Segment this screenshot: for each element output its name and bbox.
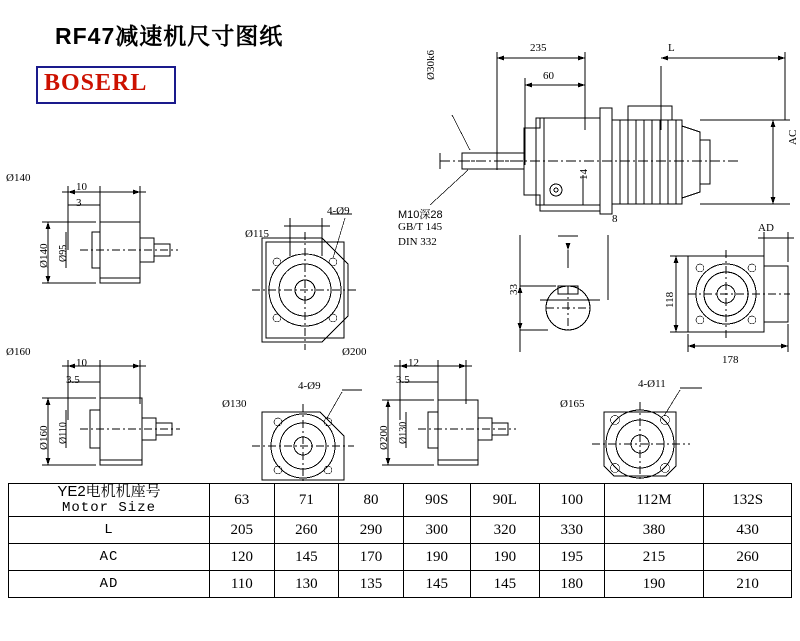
- dim-d160-top: Ø160: [6, 346, 31, 358]
- cell: 430: [704, 517, 792, 544]
- dim-AD: AD: [758, 222, 774, 234]
- dim-L: L: [668, 42, 675, 54]
- cell: 190: [403, 544, 470, 571]
- cell: 290: [339, 517, 404, 544]
- row-header-AD: AD: [9, 571, 210, 598]
- cell: 260: [704, 544, 792, 571]
- dim-3: 3: [76, 197, 82, 209]
- cell: 215: [604, 544, 704, 571]
- cell: 80: [339, 484, 404, 517]
- row-header-L: L: [9, 517, 210, 544]
- dim-d160-left: Ø160: [38, 425, 50, 450]
- dim-d115: Ø115: [245, 228, 270, 240]
- table-row: [9, 544, 792, 571]
- cell: 205: [210, 517, 275, 544]
- table-row: [9, 484, 792, 517]
- cell: 100: [539, 484, 604, 517]
- cell: 145: [470, 571, 539, 598]
- table-row: [9, 571, 792, 598]
- holes-4x11: 4-Ø11: [638, 378, 666, 390]
- cell: 63: [210, 484, 275, 517]
- dim-235: 235: [530, 42, 547, 54]
- dim-d140-left: Ø140: [38, 243, 50, 268]
- cell: 260: [274, 517, 339, 544]
- row-header-AC: AC: [9, 544, 210, 571]
- dim-AC: AC: [787, 129, 799, 145]
- logo-text: BOSERL: [44, 70, 148, 96]
- cell: 90L: [470, 484, 539, 517]
- cell: 112M: [604, 484, 704, 517]
- dim-3p5: 3.5: [66, 374, 80, 386]
- cell: 380: [604, 517, 704, 544]
- cell: 195: [539, 544, 604, 571]
- page-title: RF47减速机尺寸图纸: [55, 23, 284, 49]
- note-m10: M10深28: [398, 209, 443, 221]
- dim-8: 8: [612, 213, 618, 225]
- spec-table-wrapper: [8, 483, 792, 598]
- cell: 180: [539, 571, 604, 598]
- cell: 330: [539, 517, 604, 544]
- dim-d140-top: Ø140: [6, 172, 31, 184]
- cell: 145: [274, 544, 339, 571]
- dim-118: 118: [664, 291, 676, 308]
- cell: 120: [210, 544, 275, 571]
- dim-10b: 10: [76, 357, 87, 369]
- cell: 190: [604, 571, 704, 598]
- dim-14: 14: [578, 169, 590, 180]
- cell: 130: [274, 571, 339, 598]
- cell: 300: [403, 517, 470, 544]
- dim-d130: Ø130: [222, 398, 247, 410]
- cell: 132S: [704, 484, 792, 517]
- holes-4x9b: 4-Ø9: [298, 380, 321, 392]
- cell: 190: [470, 544, 539, 571]
- dim-d30k6: Ø30k6: [425, 50, 437, 80]
- cell: 110: [210, 571, 275, 598]
- dim-d130b: Ø130: [398, 421, 409, 444]
- dim-3p5b: 3.5: [396, 374, 410, 386]
- cell: 145: [403, 571, 470, 598]
- dim-d165: Ø165: [560, 398, 585, 410]
- dim-d110: Ø110: [58, 422, 69, 444]
- dim-33: 33: [508, 284, 520, 295]
- cell: 170: [339, 544, 404, 571]
- spec-table: [8, 483, 792, 598]
- cell: 135: [339, 571, 404, 598]
- dim-178: 178: [722, 354, 739, 366]
- dim-d200-top: Ø200: [342, 346, 367, 358]
- cell: 71: [274, 484, 339, 517]
- row-label-cn: YE2电机机座号: [57, 483, 161, 500]
- dim-d200-left: Ø200: [378, 425, 390, 450]
- cell: 90S: [403, 484, 470, 517]
- cell: 210: [704, 571, 792, 598]
- cell: 320: [470, 517, 539, 544]
- row-label-en: Motor Size: [61, 500, 156, 516]
- note-din332: DIN 332: [398, 236, 437, 248]
- dim-12: 12: [408, 357, 419, 369]
- table-row: [9, 517, 792, 544]
- row-header-motor-size: [9, 484, 210, 517]
- dim-d95: Ø95: [58, 244, 69, 262]
- dim-10: 10: [76, 181, 87, 193]
- note-gbt145: GB/T 145: [398, 221, 443, 233]
- holes-4x9: 4-Ø9: [327, 205, 350, 217]
- dim-60: 60: [543, 70, 554, 82]
